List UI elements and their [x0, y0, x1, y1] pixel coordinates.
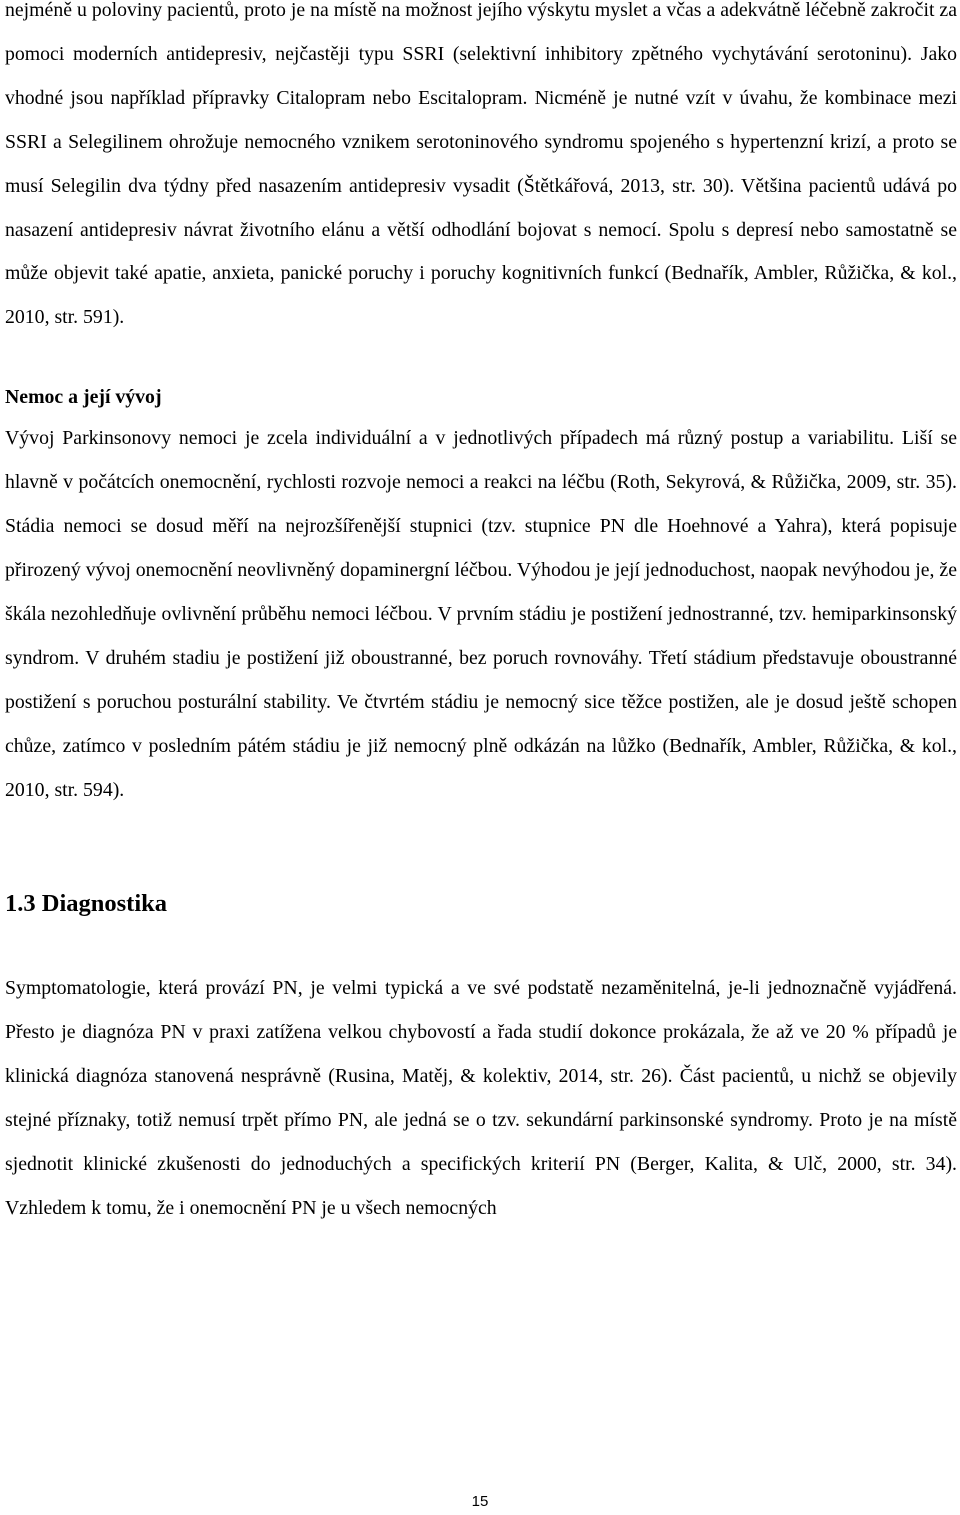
section-heading-diagnostics: 1.3 Diagnostika — [5, 890, 168, 918]
paragraph-depression-treatment: nejméně u poloviny pacientů, proto je na místě na možnost jejího výskytu myslet a včas a adekvátně léčebně zakročit za pomoci moderních antidepresiv, nejčastěji typu SSRI (selektivní inhibitory zpětného vychytávání serotoninu). Jako vhodné jsou například přípravky Citalopram nebo Escitalopram. Nicméně je nutné vzít v úvahu, že kombinace mezi SSRI a Selegilinem ohrožuje nemocného vznikem serotoninového syndromu spojeného s hypertenzní krizí, a proto se musí Selegilin dva týdny před nasazením antidepresiv vysadit (Štětkářová, 2013, str. 30). Většina pacientů udává po nasazení antidepresiv návrat životního elánu a větší odhodlání bojovat s nemocí. Spolu s depresí nebo samostatně se může objevit také apatie, anxieta, panické poruchy i poruchy kognitivních funkcí (Bednařík, Ambler, Růžička, & kol., 2010, str. 591). — [5, 0, 957, 329]
paragraph-disease-stages: Vývoj Parkinsonovy nemoci je zcela individuální a v jednotlivých případech má různý postup a variabilitu. Liší se hlavně v počátcích onemocnění, rychlosti rozvoje nemoci a reakci na léčbu (Roth, Sekyrová, & Růžička, 2009, str. 35). Stádia nemoci se dosud měří na nejrozšířenější stupnici (tzv. stupnice PN dle Hoehnové a Yahra), která popisuje přirozený vývoj onemocnění neovlivněný dopaminergní léčbou. Výhodou je její jednoduchost, naopak nevýhodou je, že škála nezohledňuje ovlivnění průběhu nemoci léčbou. V prvním stádiu je postižení jednostranné, tzv. hemiparkinsonský syndrom. V druhém stadiu je postižení již oboustranné, bez poruch rovnováhy. Třetí stádium představuje oboustranné postižení s poruchou posturální stability. Ve čtvrtém stádiu je nemocný sice těžce postižen, ale je dosud ještě schopen chůze, zatímco v posledním pátém stádiu je již nemocný plně odkázán na lůžko (Bednařík, Ambler, Růžička, & kol., 2010, str. 594). — [5, 427, 957, 801]
paragraph-diagnostics: Symptomatologie, která provází PN, je velmi typická a ve své podstatě nezaměnitelná, je-li jednoznačně vyjádřená. Přesto je diagnóza PN v praxi zatížena velkou chybovostí a řada studií dokonce prokázala, že až ve 20 % případů je klinická diagnóza stanovená nesprávně (Rusina, Matěj, & kolektiv, 2014, str. 26). Část pacientů, u nichž se objevily stejné příznaky, totiž nemusí trpět přímo PN, ale jedná se o tzv. sekundární parkinsonské syndromy. Proto je na místě sjednotit klinické zkušenosti do jednoduchých a specifických kriterií PN (Berger, Kalita, & Ulč, 2000, str. 34). Vzhledem k tomu, že i onemocnění PN je u všech nemocných — [5, 977, 957, 1219]
page-number: 15 — [471, 1493, 489, 1510]
page-content — [5, 0, 957, 1231]
subheading-disease-course: Nemoc a její vývoj — [5, 386, 162, 409]
